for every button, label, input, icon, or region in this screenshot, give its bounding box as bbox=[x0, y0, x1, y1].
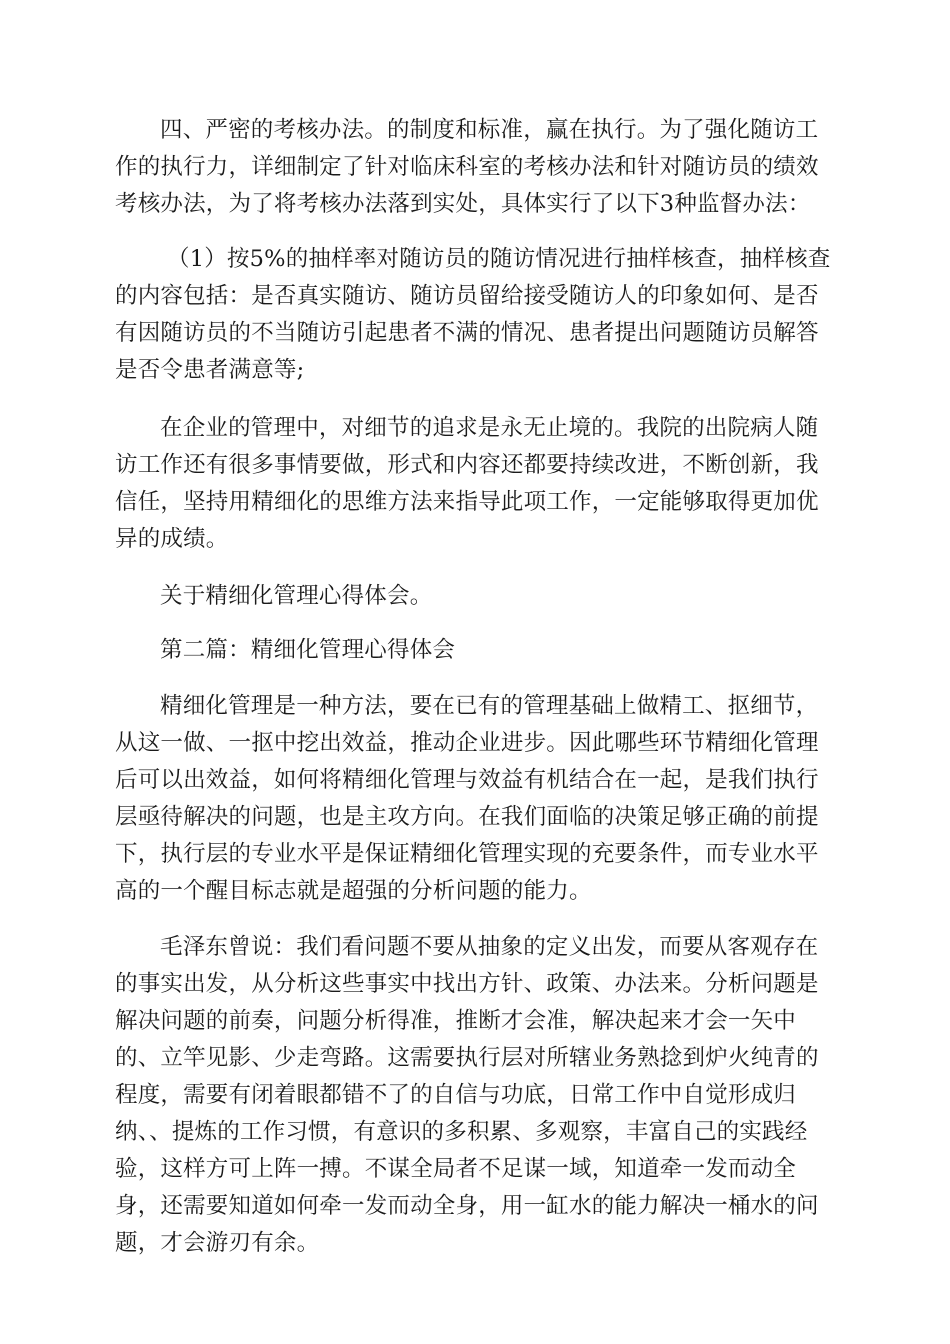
section-heading-part-two: 第二篇：精细化管理心得体会 bbox=[160, 637, 456, 663]
paragraph-mao-quote: 毛泽东曾说：我们看问题不要从抽象的定义出发，而要从客观存在的事实出发，从分析这些事实中找出方针、政策、办法来。分析问题是解决问题的前奏，问题分析得准，推断才会准，解决起来才会一矢中的、立竿见影、少走弯路。这需要执行层对所辖业务熟捻到炉火纯青的程度，需要有闭着眼都错不了的自信与功底，日常工作中自觉形成归纳、、提炼的工作习惯，有意识的多积累、多观察，丰富自己的实践经验，这样方可上阵一搏。不谋全局者不足谋一域，知道牵一发而动全身，还需要知道如何牵一发而动全身，用一缸水的能力解决一桶水的问题，才会游刃有余。 bbox=[115, 934, 819, 1256]
paragraph-detail-pursuit: 在企业的管理中，对细节的追求是永无止境的。我院的出院病人随访工作还有很多事情要做，形式和内容还都要持续改进，不断创新，我信任，坚持用精细化的思维方法来指导此项工作，一定能够取得更加优异的成绩。 bbox=[115, 415, 819, 552]
paragraph-assessment-methods: 四、严密的考核办法。的制度和标准，赢在执行。为了强化随访工作的执行力，详细制定了针对临床科室的考核办法和针对随访员的绩效考核办法，为了将考核办法落到实处，具体实行了以下3种监督办法： bbox=[115, 117, 819, 217]
paragraph-sampling-check: （1）按5%的抽样率对随访员的随访情况进行抽样核查，抽样核查的内容包括：是否真实随访、随访员留给接受随访人的印象如何、是否有因随访员的不当随访引起患者不满的情况、患者提出问题随访员解答是否令患者满意等; bbox=[115, 246, 831, 383]
paragraph-about-title: 关于精细化管理心得体会。 bbox=[160, 583, 433, 609]
paragraph-fine-management: 精细化管理是一种方法，要在已有的管理基础上做精工、抠细节，从这一做、一抠中挖出效益，推动企业进步。因此哪些环节精细化管理后可以出效益，如何将精细化管理与效益有机结合在一起，是我们执行层亟待解决的问题，也是主攻方向。在我们面临的决策足够正确的前提下，执行层的专业水平是保证精细化管理实现的充要条件，而专业水平高的一个醒目标志就是超强的分析问题的能力。 bbox=[115, 693, 819, 904]
